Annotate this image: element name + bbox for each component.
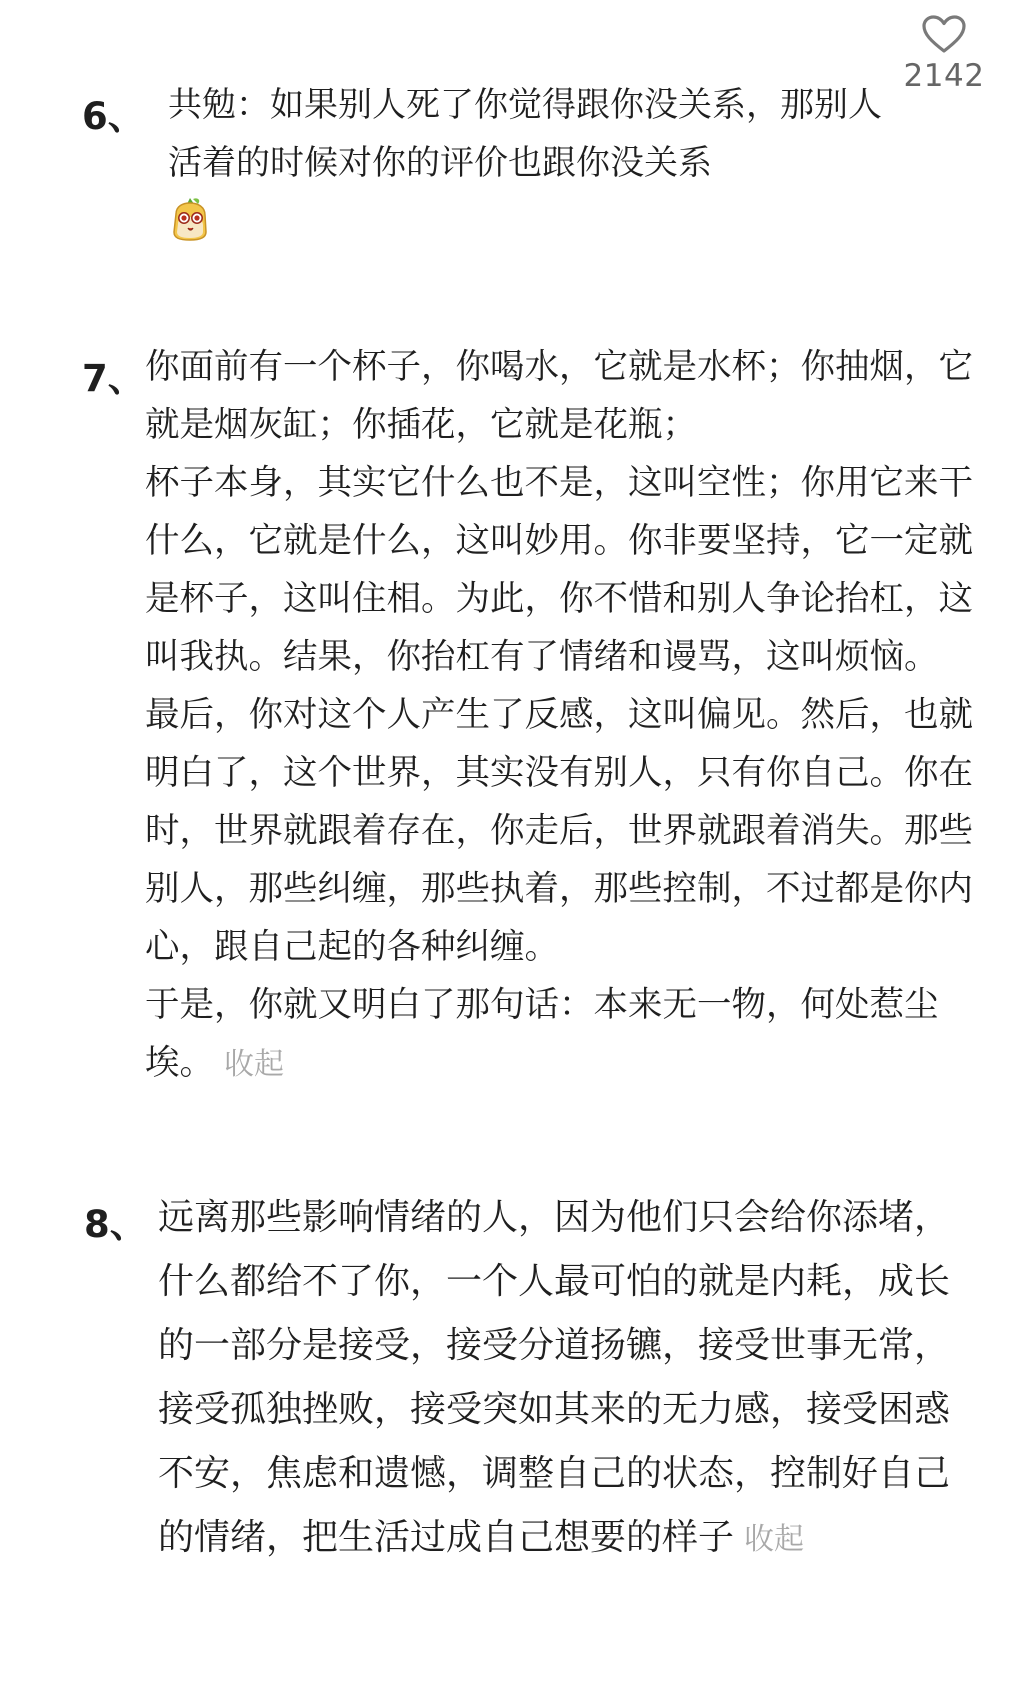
like-count: 2142 xyxy=(903,58,985,94)
item-number: 8、 xyxy=(84,1203,147,1246)
paragraph: 你面前有一个杯子，你喝水，它就是水杯；你抽烟，它就是烟灰缸；你插花，它就是花瓶； xyxy=(145,347,973,445)
collapse-button[interactable]: 收起 xyxy=(224,1047,284,1082)
item-number: 7、 xyxy=(82,357,145,400)
list-item xyxy=(0,76,1024,256)
list-item xyxy=(0,338,1024,1083)
collapse-button[interactable]: 收起 xyxy=(744,1522,805,1557)
paragraph: 杯子本身，其实它什么也不是，这叫空性；你用它来干什么，它就是什么，这叫妙用。你非要坚持，它一定就是杯子，这叫住相。为此，你不惜和别人争论抬杠，这叫我执。结果，你抬杠有了情绪和谩骂，这叫烦恼。 xyxy=(145,463,973,677)
paragraph: 最后，你对这个人产生了反感，这叫偏见。然后，也就明白了，这个世界，其实没有别人，只有你自己。你在时，世界就跟着存在，你走后，世界就跟着消失。那些别人，那些纠缠，那些执着，那些控制，不过都是你内心，跟自己起的各种纠缠。 xyxy=(145,695,973,967)
paragraph: 共勉：如果别人死了你觉得跟你没关系，那别人活着的时候对你的评价也跟你没关系 xyxy=(168,85,882,183)
item-text xyxy=(158,1186,958,1572)
face-emoji-icon xyxy=(168,196,212,242)
paragraph xyxy=(145,976,995,1094)
item-number: 6、 xyxy=(82,95,145,138)
paragraph-text: 于是，你就又明白了那句话：本来无一物，何处惹尘埃。 xyxy=(145,985,939,1083)
item-text xyxy=(168,76,898,192)
heart-icon[interactable] xyxy=(921,14,967,54)
paragraph xyxy=(158,1186,958,1572)
paragraph-text: 远离那些影响情绪的人，因为他们只会给你添堵，什么都给不了你，一个人最可怕的就是内耗，成长的一部分是接受，接受分道扬镳，接受世事无常，接受孤独挫败，接受突如其来的无力感，接受困惑不安，焦虑和遗憾，调整自己的状态，控制好自己的情绪，把生活过成自己想要的样子 xyxy=(158,1197,951,1558)
item-text xyxy=(145,338,995,1094)
list-item xyxy=(0,1186,1024,1646)
